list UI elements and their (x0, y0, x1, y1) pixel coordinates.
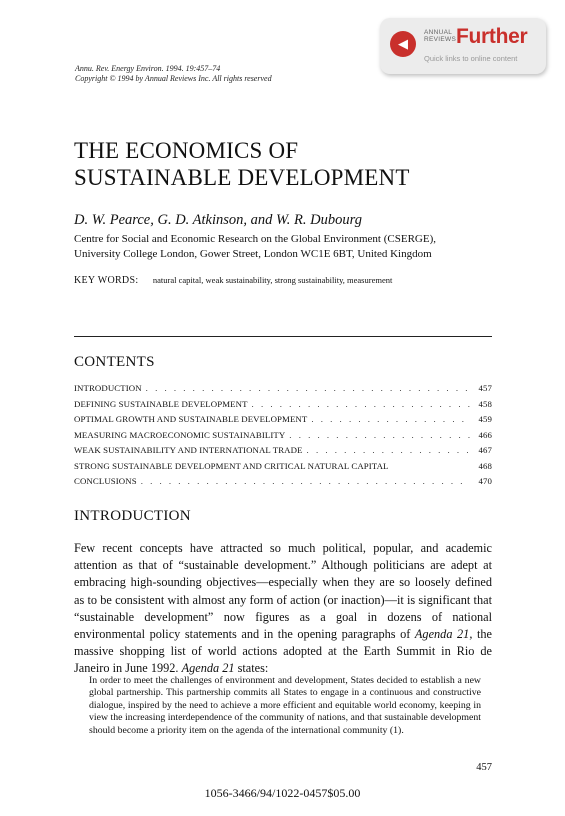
journal-citation-line: Annu. Rev. Energy Environ. 1994. 19:457–74 (75, 64, 221, 73)
toc-item-page: 470 (478, 476, 492, 486)
toc-item[interactable] (74, 461, 492, 477)
paragraph-text: Few recent concepts have attracted so much political, popular, and academic attention as that of “sustainable development.” Although politicians are adept at embracing high-sounding objectives—especially when they are so loosely defined as to be consistent with almost any form of action (or inaction)—it is significant that “sustainable development” now figures as a goal in dozens of national environmental policy statements and in the opening paragraphs of (74, 541, 492, 642)
toc-item-label: OPTIMAL GROWTH AND SUSTAINABLE DEVELOPMENT (74, 414, 308, 424)
toc-item-label: INTRODUCTION (74, 383, 142, 393)
toc-leader (311, 414, 470, 424)
paragraph-text: the massive shopping list of world actions adopted at the Earth Summit in Rio de Janeiro in June 1992. (74, 627, 492, 676)
divider (74, 336, 492, 337)
keywords-label: KEY WORDS: (74, 275, 139, 286)
table-of-contents (74, 383, 492, 492)
toc-item-page: 468 (478, 460, 492, 471)
toc-item-page: 457 (478, 383, 492, 393)
toc-item-page: 467 (478, 445, 492, 455)
copyright-line: Copyright © 1994 by Annual Reviews Inc. All rights reserved (75, 74, 272, 83)
introduction-paragraph (74, 540, 492, 678)
annual-reviews-further-badge[interactable] (380, 18, 546, 74)
toc-leader (141, 476, 470, 486)
title-line-1: THE ECONOMICS OF (74, 138, 299, 163)
toc-item-label: WEAK SUSTAINABILITY AND INTERNATIONAL TRADE (74, 445, 303, 455)
toc-item-page: 458 (478, 398, 492, 409)
title-line-2: SUSTAINABLE DEVELOPMENT (74, 165, 410, 190)
toc-item[interactable] (74, 383, 492, 399)
toc-item-label: STRONG SUSTAINABLE DEVELOPMENT AND CRITICAL NATURAL CAPITAL (74, 460, 389, 471)
keywords (74, 275, 514, 286)
introduction-heading: INTRODUCTION (74, 508, 191, 524)
contents-heading: CONTENTS (74, 354, 155, 370)
toc-item-label: CONCLUSIONS (74, 476, 137, 486)
toc-item-label: DEFINING SUSTAINABLE DEVELOPMENT (74, 398, 248, 409)
toc-item-label: MEASURING MACROECONOMIC SUSTAINABILITY (74, 429, 286, 440)
toc-item[interactable] (74, 414, 492, 430)
toc-item[interactable] (74, 445, 492, 461)
page-number: 457 (476, 762, 492, 773)
keywords-list: natural capital, weak sustainability, strong sustainability, measurement (152, 275, 393, 285)
toc-leader (289, 430, 470, 440)
block-quote: In order to meet the challenges of environment and development, States decided to establish a new global partnership. This partnership commits all States to engage in a continuous and constructive dialogue, inspired by the need to achieve a more efficient and equitable world economy, keeping in view the increasing interdependence of the community of nations, and that sustainable development should become a priority item on the agenda of the international community (1). (89, 675, 481, 736)
article-title (74, 137, 514, 191)
toc-item[interactable] (74, 476, 492, 492)
affiliation-line-1: Centre for Social and Economic Research on the Global Environment (CSERGE), (74, 233, 436, 245)
authors: D. W. Pearce, G. D. Atkinson, and W. R. Dubourg (74, 212, 362, 228)
toc-item[interactable] (74, 430, 492, 446)
agenda-21-reference: Agenda 21 (181, 661, 235, 676)
affiliation (74, 232, 514, 262)
toc-leader (307, 445, 470, 455)
badge-annual-reviews-label: ANNUAL REVIEWS (424, 29, 457, 43)
toc-leader (146, 383, 470, 393)
toc-item[interactable] (74, 399, 492, 415)
badge-further-label: Further (456, 25, 528, 48)
toc-leader (252, 399, 470, 409)
play-left-arrow-icon: ◀ (390, 31, 416, 57)
affiliation-line-2: University College London, Gower Street, London WC1E 6BT, United Kingdom (74, 248, 432, 260)
agenda-21-reference: Agenda 21, (414, 627, 473, 642)
toc-item-page: 459 (478, 414, 492, 424)
footer-code: 1056-3466/94/1022-0457$05.00 (204, 786, 361, 800)
badge-subtitle: Quick links to online content (424, 54, 518, 63)
journal-citation (75, 64, 272, 84)
paragraph-text: states: (234, 661, 269, 676)
toc-item-page: 466 (478, 429, 492, 440)
